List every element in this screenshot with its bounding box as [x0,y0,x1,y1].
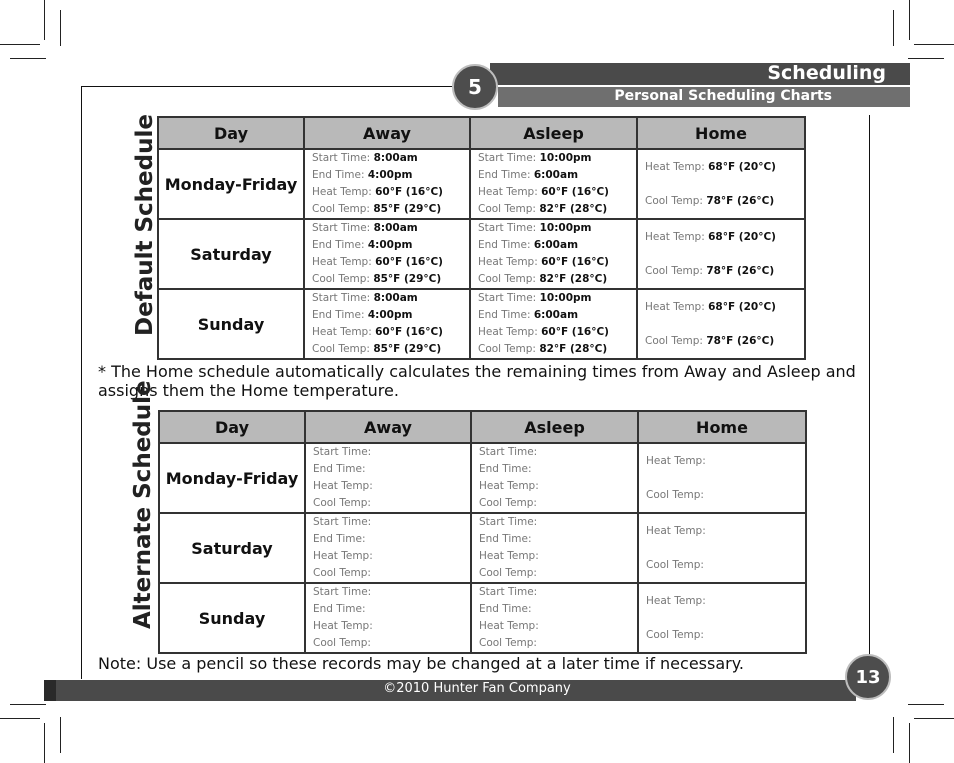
heat-temp-value: 60°F (16°C) [541,186,609,198]
cool-temp [313,565,470,582]
crop-mark [60,10,61,46]
end-time-label: End Time: [479,533,532,545]
end-time-value: 6:00am [533,239,579,251]
cool-temp [313,635,470,652]
end-time [478,307,636,324]
period-cell [470,219,637,289]
cool-temp-label: Cool Temp: [478,273,536,285]
heat-temp-label: Heat Temp: [645,301,705,313]
cool-temp-label: Cool Temp: [313,567,371,579]
col-header-asleep: Asleep [471,411,638,443]
end-time-value: 6:00am [533,309,579,321]
period-cell [470,289,637,359]
crop-mark [908,58,944,59]
start-time [312,290,469,307]
heat-temp [313,478,470,495]
cool-temp-value: 85°F (29°C) [373,273,442,285]
cool-temp [645,254,804,288]
crop-mark [908,704,944,705]
end-time-value: 6:00am [533,169,579,181]
crop-mark [60,717,61,753]
start-time-value: 10:00pm [539,152,592,164]
end-time-label: End Time: [313,463,366,475]
table-header-row [159,411,806,443]
heat-temp-label: Heat Temp: [313,620,373,632]
cool-temp [646,478,805,512]
heat-temp-label: Heat Temp: [479,480,539,492]
day-cell: Sunday [159,583,305,653]
cool-temp-label: Cool Temp: [646,559,704,571]
start-time [313,584,470,601]
cool-temp-label: Cool Temp: [478,203,536,215]
home-schedule-note: * The Home schedule automatically calculates the remaining times from Away and Asleep and assigns them the Home temperature. [98,362,856,400]
page-frame-line [81,86,461,87]
cool-temp [646,548,805,582]
start-time-label: Start Time: [479,516,538,528]
day-cell: Sunday [158,289,304,359]
heat-temp-label: Heat Temp: [479,620,539,632]
cool-temp [478,201,636,218]
cool-temp-label: Cool Temp: [312,343,370,355]
start-time-label: Start Time: [313,586,372,598]
col-header-away: Away [304,117,470,149]
start-time-value: 10:00pm [539,222,592,234]
crop-mark [893,717,894,753]
table-row [158,289,805,359]
start-time [313,514,470,531]
table-header-row [158,117,805,149]
heat-temp-label: Heat Temp: [645,161,705,173]
crop-mark [10,58,46,59]
heat-temp-value: 60°F (16°C) [375,256,443,268]
heat-temp-label: Heat Temp: [478,186,538,198]
copyright-text: ©2010 Hunter Fan Company [383,681,571,696]
start-time-label: Start Time: [478,222,537,234]
end-time [312,167,469,184]
end-time [479,461,637,478]
crop-mark [10,704,46,705]
col-header-day: Day [158,117,304,149]
chapter-number-badge: 5 [452,64,498,110]
cool-temp [312,201,469,218]
heat-temp [313,618,470,635]
page-number-badge: 13 [845,654,891,700]
cool-temp-value: 78°F (26°C) [706,265,775,277]
end-time-value: 4:00pm [367,309,413,321]
cool-temp-label: Cool Temp: [479,497,537,509]
home-cell [637,149,805,219]
period-cell [470,149,637,219]
start-time-label: Start Time: [479,446,538,458]
start-time-label: Start Time: [478,152,537,164]
heat-temp-label: Heat Temp: [312,186,372,198]
cool-temp-value: 78°F (26°C) [706,335,775,347]
home-cell [638,513,806,583]
crop-mark [0,718,40,719]
heat-temp-label: Heat Temp: [646,525,706,537]
end-time-value: 4:00pm [367,169,413,181]
heat-temp-label: Heat Temp: [646,455,706,467]
cool-temp [479,635,637,652]
heat-temp [479,478,637,495]
end-time-label: End Time: [478,309,531,321]
default-schedule-label: Default Schedule [132,114,158,336]
period-cell [471,443,638,513]
crop-mark [914,44,954,45]
table-row [159,513,806,583]
end-time [312,307,469,324]
heat-temp-label: Heat Temp: [312,256,372,268]
alternate-schedule-table [158,410,807,654]
heat-temp-label: Heat Temp: [313,480,373,492]
cool-temp-value: 82°F (28°C) [539,203,608,215]
start-time-label: Start Time: [312,222,371,234]
heat-temp [646,514,805,548]
start-time [478,290,636,307]
heat-temp-value: 68°F (20°C) [708,301,776,313]
table-row [158,219,805,289]
heat-temp [479,548,637,565]
pencil-note: Note: Use a pencil so these records may be changed at a later time if necessary. [98,654,744,673]
crop-mark [44,0,45,40]
end-time [312,237,469,254]
start-time [478,150,636,167]
end-time [479,531,637,548]
heat-temp [312,254,469,271]
table-row [159,443,806,513]
alternate-schedule-label: Alternate Schedule [130,380,156,629]
start-time-label: Start Time: [312,152,371,164]
end-time-label: End Time: [479,463,532,475]
col-header-home: Home [637,117,805,149]
cool-temp-value: 78°F (26°C) [706,195,775,207]
start-time [478,220,636,237]
heat-temp-value: 68°F (20°C) [708,231,776,243]
period-cell [304,289,470,359]
heat-temp [478,254,636,271]
cool-temp [478,341,636,358]
home-cell [637,289,805,359]
cool-temp-label: Cool Temp: [645,195,703,207]
heat-temp-value: 60°F (16°C) [375,326,443,338]
heat-temp-label: Heat Temp: [478,326,538,338]
heat-temp-label: Heat Temp: [479,550,539,562]
cool-temp-label: Cool Temp: [479,637,537,649]
crop-mark [893,10,894,46]
end-time [313,531,470,548]
cool-temp-value: 82°F (28°C) [539,343,608,355]
start-time-value: 10:00pm [539,292,592,304]
period-cell [305,513,471,583]
table-row [159,583,806,653]
crop-mark [909,0,910,40]
section-title: Scheduling [767,62,886,84]
start-time-label: Start Time: [313,516,372,528]
cool-temp [478,271,636,288]
cool-temp-label: Cool Temp: [313,637,371,649]
cool-temp [313,495,470,512]
start-time-label: Start Time: [478,292,537,304]
col-header-away: Away [305,411,471,443]
end-time-label: End Time: [478,169,531,181]
end-time-label: End Time: [312,169,365,181]
end-time [478,237,636,254]
heat-temp [312,324,469,341]
start-time [312,150,469,167]
cool-temp-label: Cool Temp: [646,489,704,501]
start-time [479,444,637,461]
heat-temp-label: Heat Temp: [313,550,373,562]
period-cell [304,219,470,289]
home-cell [638,443,806,513]
heat-temp-value: 60°F (16°C) [541,256,609,268]
end-time-label: End Time: [313,603,366,615]
cool-temp-value: 85°F (29°C) [373,203,442,215]
cool-temp [479,565,637,582]
page-frame-line [81,86,82,679]
page-frame-line [869,115,870,655]
start-time-value: 8:00am [373,152,418,164]
heat-temp [479,618,637,635]
col-header-home: Home [638,411,806,443]
end-time-value: 4:00pm [367,239,413,251]
start-time-label: Start Time: [479,586,538,598]
cool-temp [479,495,637,512]
cool-temp-label: Cool Temp: [645,335,703,347]
cool-temp-label: Cool Temp: [478,343,536,355]
default-schedule-table [157,116,806,360]
period-cell [305,443,471,513]
heat-temp [312,184,469,201]
cool-temp-label: Cool Temp: [479,567,537,579]
end-time-label: End Time: [479,603,532,615]
day-cell: Monday-Friday [159,443,305,513]
cool-temp-label: Cool Temp: [312,203,370,215]
home-cell [638,583,806,653]
section-subtitle: Personal Scheduling Charts [614,88,832,104]
cool-temp-label: Cool Temp: [312,273,370,285]
crop-mark [909,723,910,763]
heat-temp-label: Heat Temp: [645,231,705,243]
end-time-label: End Time: [312,309,365,321]
cool-temp-label: Cool Temp: [645,265,703,277]
cool-temp [646,618,805,652]
start-time-label: Start Time: [312,292,371,304]
col-header-asleep: Asleep [470,117,637,149]
start-time [312,220,469,237]
heat-temp-value: 68°F (20°C) [708,161,776,173]
heat-temp-label: Heat Temp: [312,326,372,338]
end-time-label: End Time: [313,533,366,545]
period-cell [304,149,470,219]
cool-temp-label: Cool Temp: [646,629,704,641]
crop-mark [44,723,45,763]
cool-temp-value: 82°F (28°C) [539,273,608,285]
heat-temp [645,220,804,254]
day-cell: Saturday [158,219,304,289]
crop-mark [0,44,40,45]
crop-mark [914,718,954,719]
heat-temp [478,324,636,341]
col-header-day: Day [159,411,305,443]
heat-temp-value: 60°F (16°C) [541,326,609,338]
end-time [478,167,636,184]
home-cell [637,219,805,289]
end-time [479,601,637,618]
start-time-value: 8:00am [373,222,418,234]
heat-temp [646,444,805,478]
start-time [479,584,637,601]
cool-temp [312,341,469,358]
day-cell: Monday-Friday [158,149,304,219]
start-time-label: Start Time: [313,446,372,458]
heat-temp-value: 60°F (16°C) [375,186,443,198]
table-row [158,149,805,219]
heat-temp-label: Heat Temp: [646,595,706,607]
heat-temp [646,584,805,618]
end-time-label: End Time: [312,239,365,251]
heat-temp [313,548,470,565]
heat-temp [478,184,636,201]
end-time [313,461,470,478]
period-cell [471,583,638,653]
heat-temp [645,150,804,184]
period-cell [305,583,471,653]
cool-temp [645,324,804,358]
start-time [313,444,470,461]
start-time [479,514,637,531]
start-time-value: 8:00am [373,292,418,304]
cool-temp-label: Cool Temp: [313,497,371,509]
end-time-label: End Time: [478,239,531,251]
end-time [313,601,470,618]
cool-temp [645,184,804,218]
heat-temp-label: Heat Temp: [478,256,538,268]
cool-temp [312,271,469,288]
period-cell [471,513,638,583]
day-cell: Saturday [159,513,305,583]
heat-temp [645,290,804,324]
cool-temp-value: 85°F (29°C) [373,343,442,355]
